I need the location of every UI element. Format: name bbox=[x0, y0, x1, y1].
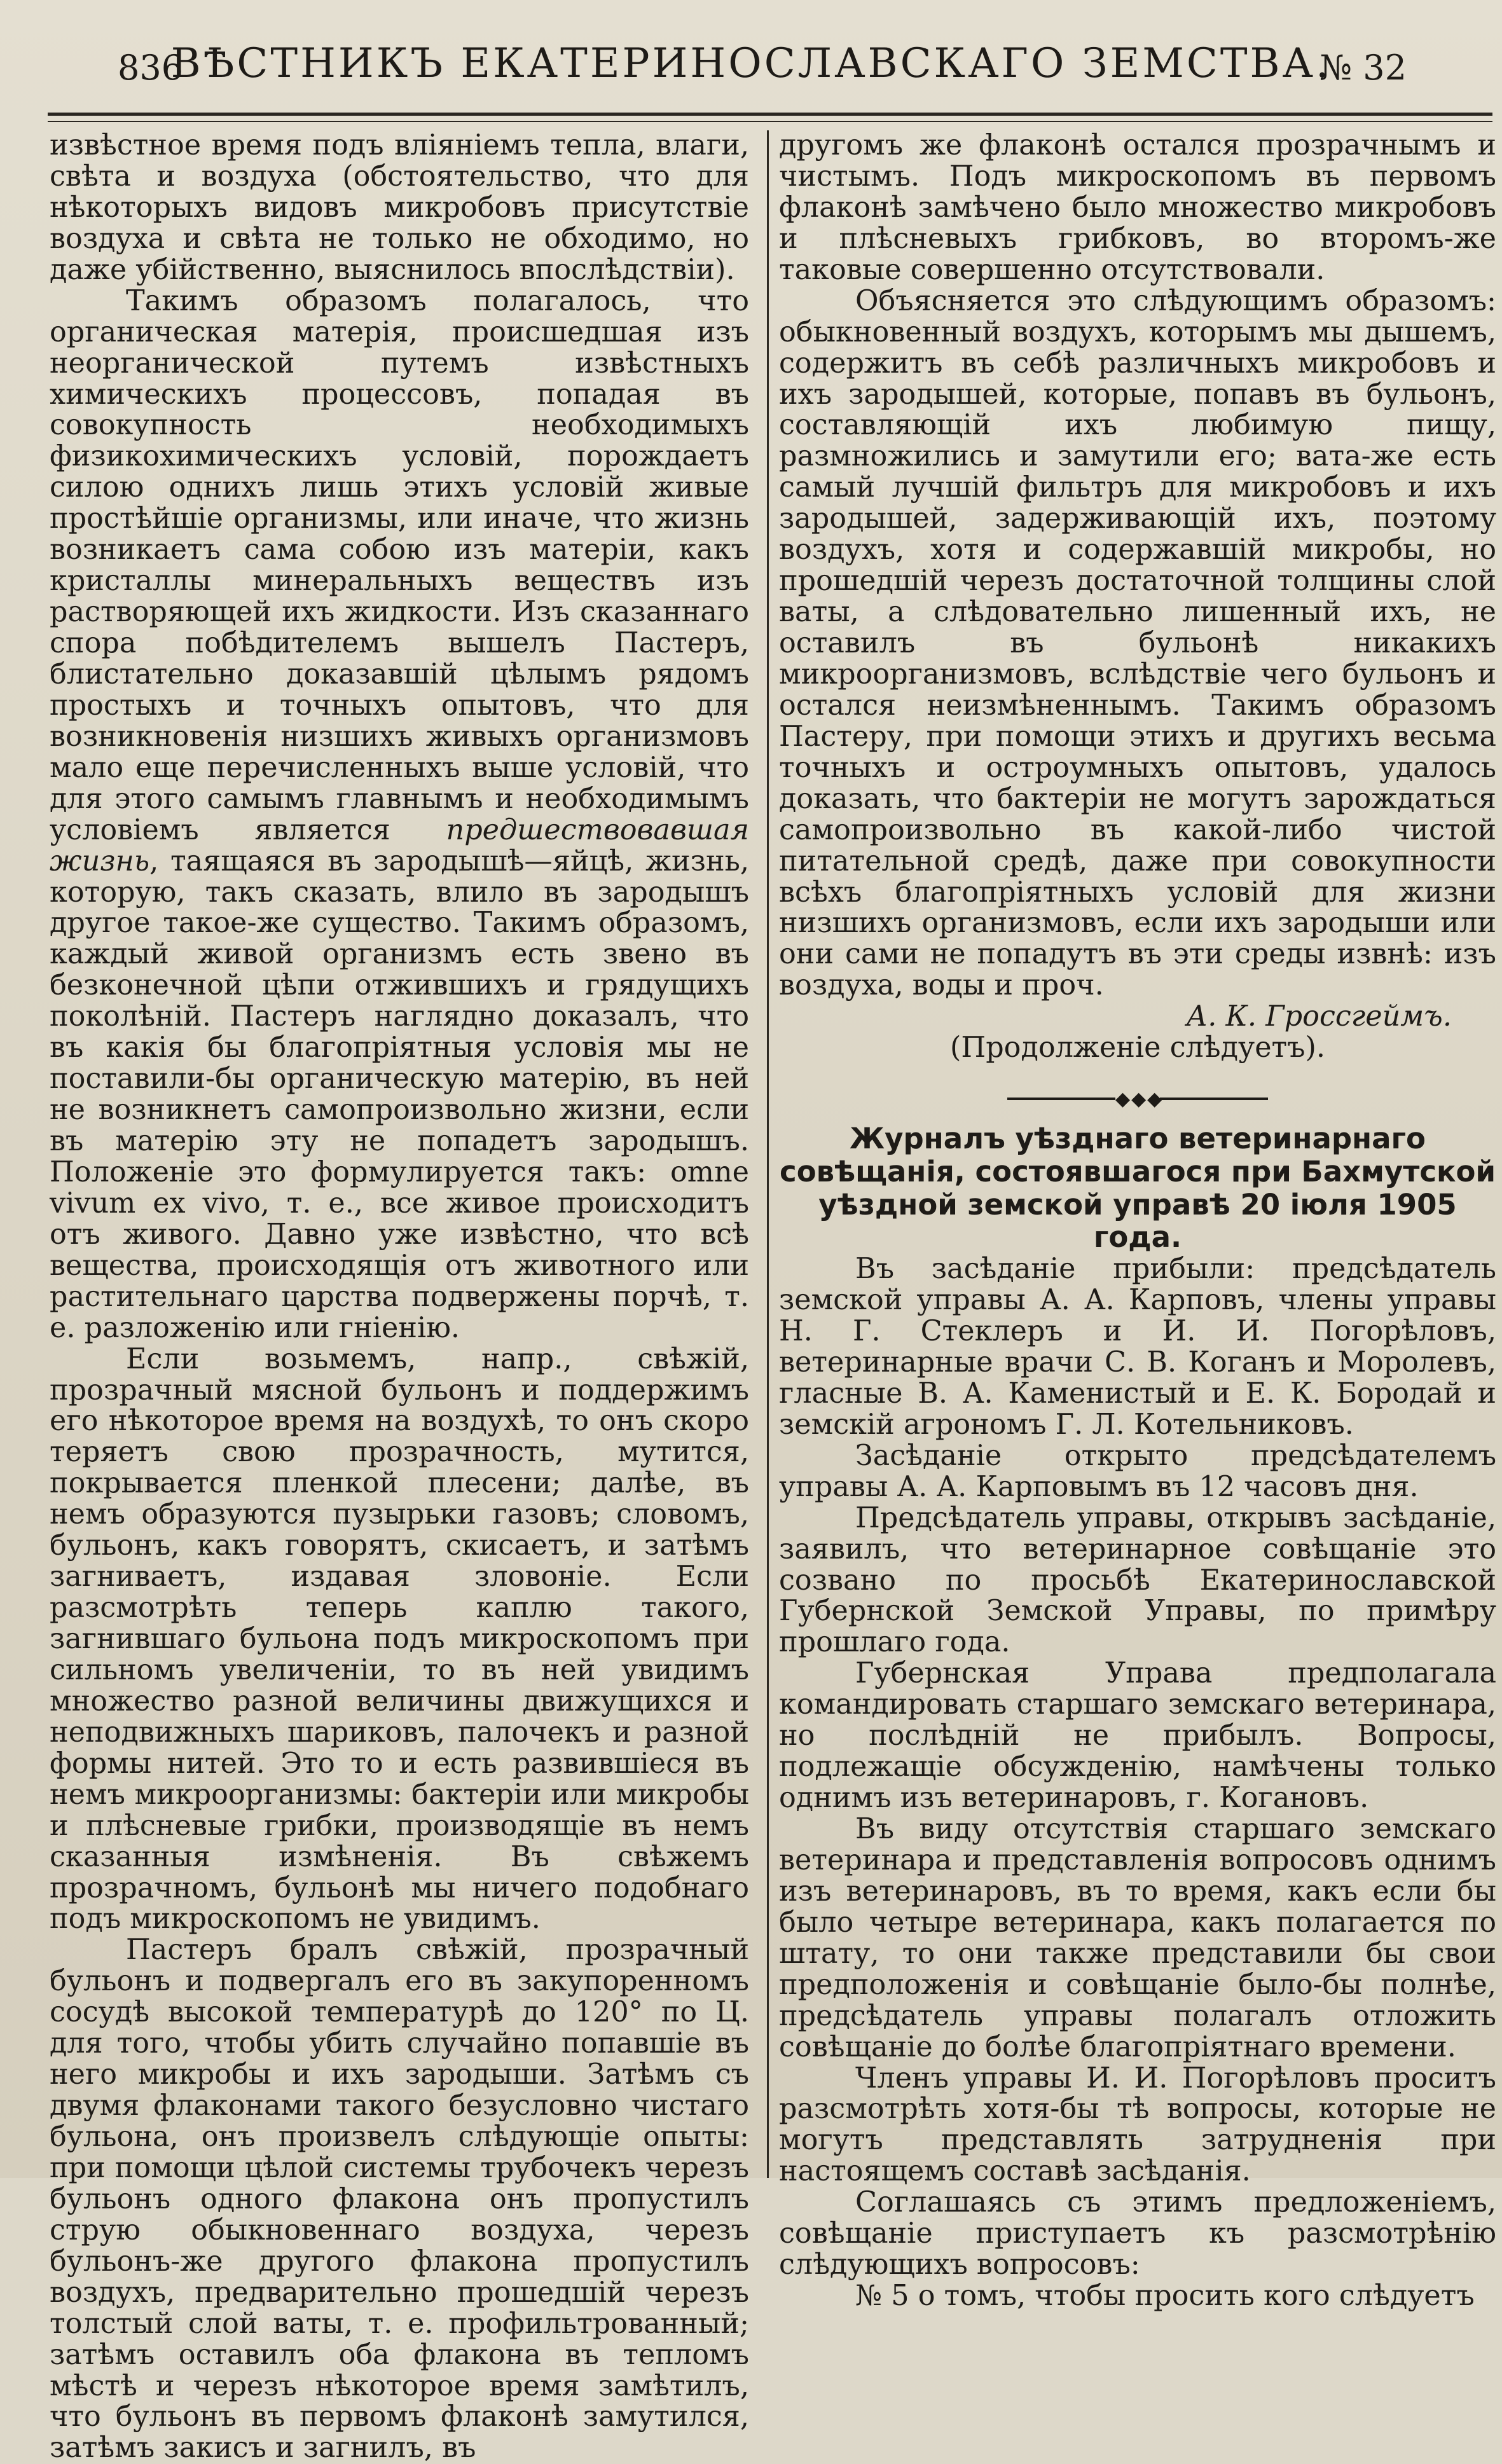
paragraph: другомъ же флаконѣ остался прозрачнымъ и чистымъ. Подъ микроскопомъ въ первомъ флаконѣ замѣчено было множество микробовъ и плѣсневыхъ грибковъ, во второмъ-же таковые совершенно отсутствовали. bbox=[779, 129, 1496, 286]
ornament-line bbox=[1007, 1098, 1115, 1100]
author-signature: А. К. Гроссгеймъ. bbox=[1186, 1000, 1452, 1033]
paragraph: извѣстное время подъ вліяніемъ тепла, влаги, свѣта и воздуха (обстоятельство, что для нѣкоторыхъ видовъ микробовъ присутствіе воздуха и свѣта не только не обходимо, но даже убійственно, выяснилось впослѣдствіи). bbox=[50, 129, 749, 286]
paragraph: Членъ управы И. И. Погорѣловъ проситъ разсмотрѣть хотя-бы тѣ вопросы, которые не могутъ представлять затрудненія при настоящемъ составѣ засѣданія. bbox=[779, 2061, 1496, 2188]
issue-number: № 32 bbox=[1319, 48, 1407, 88]
left-column bbox=[50, 129, 749, 2464]
paragraph: Пастеръ бралъ свѣжій, прозрачный бульонъ и подвергалъ его въ закупоренномъ сосудѣ высокой температурѣ до 120° по Ц. для того, чтобы убить случайно попавшіе въ него микробы и ихъ зародыши. Затѣмъ съ двумя флаконами такого безусловно чистаго бульона, онъ произвелъ слѣдующіе опыты: при помощи цѣлой системы трубочекъ черезъ бульонъ одного флакона онъ пропустилъ струю обыкновеннаго воздуха, черезъ бульонъ-же другого флакона пропустилъ воздухъ, предварительно прошедшій черезъ толстый слой ваты, т. е. профильтрованный; затѣмъ оставилъ оба флакона въ тепломъ мѣстѣ и черезъ нѣкоторое время замѣтилъ, что бульонъ въ первомъ флаконѣ замутился, затѣмъ закисъ и загнилъ, въ bbox=[50, 1934, 749, 2464]
article-heading: Журналъ уѣзднаго ветеринарнаго совѣщанія, состоявшагося при Бахмутской уѣздной земской управѣ 20 іюля 1905 года. bbox=[780, 1122, 1496, 1255]
paragraph: Губернская Управа предполагала командировать старшаго земскаго ветеринара, но послѣдній не прибылъ. Вопросы, подлежащіе обсужденію, намѣчены только однимъ изъ ветеринаровъ, г. Когановъ. bbox=[779, 1657, 1496, 1815]
right-column bbox=[779, 129, 1496, 2313]
paragraph: № 5 о томъ, чтобы просить кого слѣдуетъ bbox=[855, 2280, 1475, 2313]
ornament-diamonds: ◆◆◆ bbox=[1115, 1087, 1164, 1110]
page-header bbox=[0, 35, 1502, 111]
column-divider bbox=[767, 130, 769, 2178]
paragraph: Соглашаясь съ этимъ предложеніемъ, совѣщаніе приступаетъ къ разсмотрѣнію слѣдующихъ вопросовъ: bbox=[779, 2186, 1496, 2282]
paragraph bbox=[50, 286, 749, 1344]
paragraph: Предсѣдатель управы, открывъ засѣданіе, заявилъ, что ветеринарное совѣщаніе это созвано по просьбѣ Екатеринославской Губернской Земской Управы, по примѣру прошлаго года. bbox=[779, 1501, 1496, 1659]
running-title: ВѢСТНИКЪ ЕКАТЕРИНОСЛАВСКАГО ЗЕМСТВА. bbox=[170, 40, 1332, 87]
section-ornament bbox=[779, 1083, 1496, 1111]
paragraph-text: , таящаяся въ зародышѣ—яйцѣ, жизнь, которую, такъ сказать, влило въ зародышъ другое такое-же существо. Такимъ образомъ, каждый живой организмъ есть звено въ безконечной цѣпи отжившихъ и грядущихъ поколѣній. Пастеръ наглядно доказалъ, что въ какія бы благопріятныя условія мы не поставили-бы органическую матерію, въ ней не возникнетъ самопроизвольно жизни, если въ матерію эту не попадетъ зародышъ. Положеніе это формулируется такъ: omne vivum ex vivo, т. е., все живое происходитъ отъ живого. Давно уже извѣстно, что всѣ вещества, происходящія отъ животного или растительнаго царства подвержены порчѣ, т. е. разложенію или гніенію. bbox=[50, 844, 749, 1344]
continued-note: (Продолженіе слѣдуетъ). bbox=[950, 1031, 1325, 1064]
paragraph: Если возьмемъ, напр., свѣжій, прозрачный мясной бульонъ и поддержимъ его нѣкоторое время на воздухѣ, то онъ скоро теряетъ свою прозрачность, мутится, покрывается пленкой плесени; далѣе, въ немъ образуются пузырьки газовъ; словомъ, бульонъ, какъ говорятъ, скисаетъ, и затѣмъ загниваетъ, издавая зловоніе. Если разсмотрѣть теперь каплю такого, загнившаго бульона подъ микроскопомъ при сильномъ увеличеніи, то въ ней увидимъ множество разной величины движущихся и неподвижныхъ шариковъ, палочекъ и разной формы нитей. Это то и есть развившіеся въ немъ микроорганизмы: бактеріи или микробы и плѣсневые грибки, производящіе въ немъ сказанныя измѣненія. Въ свѣжемъ прозрачномъ, бульонѣ мы ничего подобнаго подъ микроскопомъ не увидимъ. bbox=[50, 1342, 749, 1936]
paragraph-text: Такимъ образомъ полагалось, что органическая матерія, происшедшая изъ неорганической путемъ извѣстныхъ химическихъ процессовъ, попадая въ совокупность необходимыхъ физикохимическихъ условій, порождаетъ силою однихъ лишь этихъ условій живые простѣйшіе организмы, или иначе, что жизнь возникаетъ сама собою изъ матеріи, какъ кристаллы минеральныхъ веществъ изъ растворяющей ихъ жидкости. Изъ сказаннаго спора побѣдителемъ вышелъ Пастеръ, блистательно доказавшій цѣлымъ рядомъ простыхъ и точныхъ опытовъ, что для возникновенія низшихъ живыхъ организмовъ мало еще перечисленныхъ выше условій, что для этого самымъ главнымъ и необходимымъ условіемъ является bbox=[50, 284, 749, 846]
paragraph: Объясняется это слѣдующимъ образомъ: обыкновенный воздухъ, которымъ мы дышемъ, содержитъ въ себѣ различныхъ микробовъ и ихъ зародышей, которые, попавъ въ бульонъ, составляющій ихъ любимую пищу, размножились и замутили его; вата-же есть самый лучшій фильтръ для микробовъ и ихъ зародышей, задерживающій ихъ, поэтому воздухъ, хотя и содержавшій микробы, но прошедшій черезъ достаточной толщины слой ваты, а слѣдовательно лишенный ихъ, не оставилъ въ бульонѣ никакихъ микроорганизмовъ, вслѣдствіе чего бульонъ и остался неизмѣненнымъ. Такимъ образомъ Пастеру, при помощи этихъ и другихъ весьма точныхъ и остроумныхъ опытовъ, удалось доказать, что бактеріи не могутъ зарождаться самопроизвольно въ какой-либо чистой питательной средѣ, даже при совокупности всѣхъ благопріятныхъ условій для жизни низшихъ организмовъ, если ихъ зародыши или они сами не попадутъ въ эти среды извнѣ: изъ воздуха, воды и проч. bbox=[779, 284, 1496, 1002]
header-rule-thick bbox=[48, 113, 1492, 116]
header-rule-thin bbox=[48, 121, 1492, 122]
page-number: 836 bbox=[118, 48, 184, 88]
paragraph: Въ виду отсутствія старшаго земскаго ветеринара и представленія вопросовъ однимъ изъ ветеринаровъ, въ то время, какъ если бы было четыре ветеринара, какъ полагается по штату, то они также представили бы свои предположенія и совѣщаніе было-бы полнѣе, предсѣдатель управы полагалъ отложить совѣщаніе до болѣе благопріятнаго времени. bbox=[779, 1813, 1496, 2063]
paragraph: Въ засѣданіе прибыли: предсѣдатель земской управы А. А. Карповъ, члены управы Н. Г. Стеклеръ и И. И. Погорѣловъ, ветеринарные врачи С. В. Коганъ и Моролевъ, гласные В. А. Каменистый и Е. К. Бородай и земскій агрономъ Г. Л. Котельниковъ. bbox=[779, 1253, 1496, 1441]
emphasized-text: предшествовавшая жизнь bbox=[50, 813, 749, 878]
paragraph: Засѣданіе открыто предсѣдателемъ управы А. А. Карповымъ въ 12 часовъ дня. bbox=[779, 1439, 1496, 1503]
ornament-line bbox=[1160, 1098, 1268, 1100]
